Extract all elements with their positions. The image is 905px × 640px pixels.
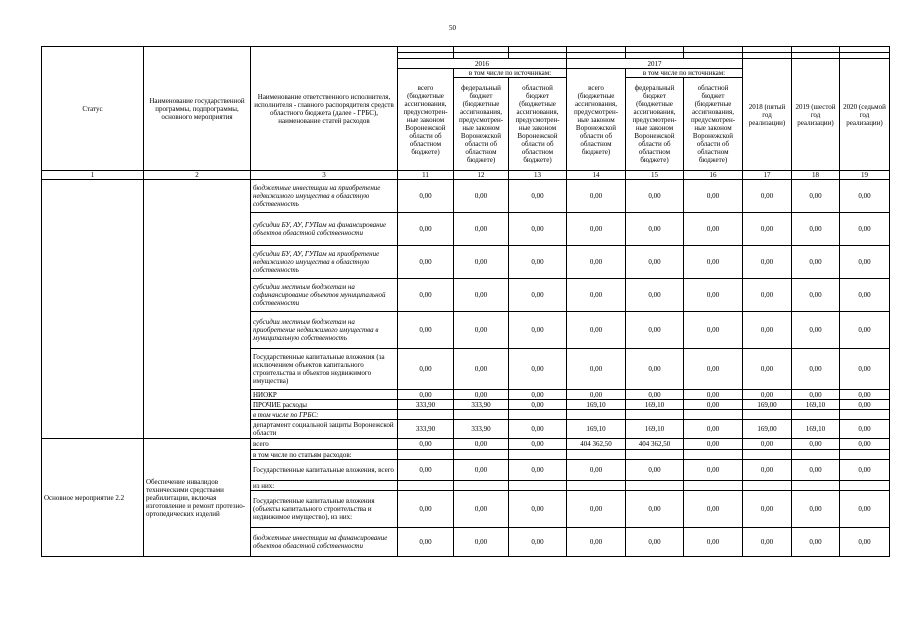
value-cell: 0,00 <box>792 349 840 390</box>
value-cell: 404 362,50 <box>626 439 684 450</box>
value-cell <box>509 481 567 491</box>
value-cell: 0,00 <box>626 312 684 349</box>
value-cell: 0,00 <box>509 180 567 213</box>
value-cell: 0,00 <box>398 279 454 312</box>
expense-label: субсидии БУ, АУ, ГУПам на финансирование объектов областной собственности <box>251 213 398 246</box>
value-cell: 0,00 <box>398 349 454 390</box>
value-cell: 0,00 <box>743 491 792 528</box>
value-cell: 0,00 <box>840 491 890 528</box>
value-cell <box>840 410 890 420</box>
status-cell <box>42 180 144 439</box>
column-number: 15 <box>626 171 684 180</box>
expense-label: в том числе по статьям расходов: <box>251 450 398 460</box>
value-cell: 0,00 <box>567 312 626 349</box>
program-name-cell <box>144 180 251 439</box>
value-cell: 0,00 <box>509 246 567 279</box>
expense-label: субсидии БУ, АУ, ГУПам на приобретение недвижимого имущества в областную собственность <box>251 246 398 279</box>
value-cell: 0,00 <box>454 491 509 528</box>
header-2020: 2020 (седьмой год реализации) <box>840 59 890 171</box>
value-cell: 0,00 <box>626 213 684 246</box>
value-cell: 0,00 <box>626 390 684 400</box>
value-cell: 333,90 <box>398 400 454 410</box>
value-cell <box>398 450 454 460</box>
value-cell: 0,00 <box>684 420 743 439</box>
value-cell: 0,00 <box>743 180 792 213</box>
value-cell: 0,00 <box>840 439 890 450</box>
value-cell <box>398 410 454 420</box>
page-number: 50 <box>449 24 456 32</box>
value-cell: 0,00 <box>626 528 684 557</box>
value-cell: 0,00 <box>743 460 792 481</box>
value-cell <box>454 450 509 460</box>
value-cell: 169,00 <box>743 400 792 410</box>
value-cell: 0,00 <box>684 279 743 312</box>
value-cell: 0,00 <box>509 390 567 400</box>
value-cell <box>567 481 626 491</box>
column-number: 11 <box>398 171 454 180</box>
value-cell: 0,00 <box>454 528 509 557</box>
value-cell: 0,00 <box>626 246 684 279</box>
value-cell: 333,90 <box>454 400 509 410</box>
value-cell: 0,00 <box>743 390 792 400</box>
value-cell <box>567 450 626 460</box>
expense-label: Государственные капитальные вложения (за исключением объектов капитального строительства и объектов недвижимого имущества) <box>251 349 398 390</box>
value-cell: 0,00 <box>684 213 743 246</box>
value-cell: 0,00 <box>567 279 626 312</box>
value-cell: 404 362,50 <box>567 439 626 450</box>
value-cell: 0,00 <box>792 460 840 481</box>
value-cell: 0,00 <box>454 213 509 246</box>
value-cell <box>840 450 890 460</box>
value-cell <box>626 450 684 460</box>
column-number: 14 <box>567 171 626 180</box>
table-row <box>42 439 890 450</box>
value-cell: 0,00 <box>840 180 890 213</box>
value-cell: 0,00 <box>840 213 890 246</box>
value-cell: 169,00 <box>743 420 792 439</box>
value-cell: 0,00 <box>792 246 840 279</box>
column-number: 18 <box>792 171 840 180</box>
expense-label: ПРОЧИЕ расходы <box>251 400 398 410</box>
value-cell: 0,00 <box>567 180 626 213</box>
value-cell: 0,00 <box>567 349 626 390</box>
value-cell: 0,00 <box>684 400 743 410</box>
value-cell: 0,00 <box>398 246 454 279</box>
header-regional-2016: областной бюджет (бюджетные ассигнования, предусмотрен-ные законом Воронежской области об областном бюджете) <box>509 78 567 171</box>
value-cell <box>792 450 840 460</box>
expense-label: субсидии местным бюджетам на софинансирование объектов муниципальной собственности <box>251 279 398 312</box>
value-cell <box>398 481 454 491</box>
column-number: 1 <box>42 171 144 180</box>
value-cell: 0,00 <box>792 213 840 246</box>
value-cell <box>684 410 743 420</box>
value-cell <box>509 450 567 460</box>
value-cell: 0,00 <box>840 528 890 557</box>
value-cell: 0,00 <box>509 420 567 439</box>
column-number-row <box>42 171 890 180</box>
value-cell: 169,10 <box>626 420 684 439</box>
value-cell: 0,00 <box>743 213 792 246</box>
value-cell: 0,00 <box>454 180 509 213</box>
header-executor: Наименование ответственного исполнителя, исполнителя - главного распорядителя средств областного бюджета (далее - ГРБС), наименование статей расходов <box>251 47 398 171</box>
value-cell: 0,00 <box>743 312 792 349</box>
value-cell <box>792 481 840 491</box>
value-cell <box>454 481 509 491</box>
value-cell: 0,00 <box>398 312 454 349</box>
column-number: 19 <box>840 171 890 180</box>
expense-label: всего <box>251 439 398 450</box>
value-cell: 0,00 <box>567 491 626 528</box>
value-cell <box>840 481 890 491</box>
value-cell: 0,00 <box>684 439 743 450</box>
value-cell: 0,00 <box>626 349 684 390</box>
value-cell: 0,00 <box>509 400 567 410</box>
header-2018: 2018 (пятый год реализации) <box>743 59 792 171</box>
header-regional-2017: областной бюджет (бюджетные ассигнования, предусмотрен-ные законом Воронежской области об областном бюджете) <box>684 78 743 171</box>
value-cell: 0,00 <box>398 491 454 528</box>
value-cell: 0,00 <box>398 213 454 246</box>
column-number: 17 <box>743 171 792 180</box>
value-cell: 169,10 <box>792 420 840 439</box>
value-cell: 0,00 <box>567 390 626 400</box>
header-total-2017: всего (бюджетные ассигнования, предусмотрен-ные законом Воронежской области об областном бюджете) <box>567 69 626 171</box>
value-cell: 333,90 <box>398 420 454 439</box>
header-total-2016: всего (бюджетные ассигнования, предусмотрен-ные законом Воронежской области об областном бюджете) <box>398 69 454 171</box>
header-federal-2017: федеральный бюджет (бюджетные ассигнования, предусмотрен-ные законом Воронежской области об областном бюджете) <box>626 78 684 171</box>
header-federal-2016: федеральный бюджет (бюджетные ассигнования, предусмотрен-ные законом Воронежской области об областном бюджете) <box>454 78 509 171</box>
value-cell: 0,00 <box>454 279 509 312</box>
header-program-name: Наименование государственной программы, подпрограммы, основного мероприятия <box>144 47 251 171</box>
value-cell <box>743 481 792 491</box>
value-cell: 0,00 <box>509 439 567 450</box>
value-cell: 0,00 <box>840 400 890 410</box>
value-cell: 0,00 <box>840 420 890 439</box>
value-cell: 0,00 <box>684 349 743 390</box>
value-cell: 0,00 <box>792 528 840 557</box>
value-cell: 0,00 <box>454 460 509 481</box>
value-cell: 0,00 <box>743 349 792 390</box>
value-cell <box>743 450 792 460</box>
value-cell <box>743 410 792 420</box>
status-cell: Основное мероприятие 2.2 <box>42 439 144 557</box>
value-cell <box>567 410 626 420</box>
value-cell: 0,00 <box>840 390 890 400</box>
value-cell: 0,00 <box>509 349 567 390</box>
value-cell <box>509 410 567 420</box>
value-cell: 0,00 <box>626 279 684 312</box>
value-cell: 0,00 <box>743 528 792 557</box>
expense-label: из них: <box>251 481 398 491</box>
value-cell: 333,90 <box>454 420 509 439</box>
value-cell: 0,00 <box>743 279 792 312</box>
value-cell: 0,00 <box>684 528 743 557</box>
value-cell: 169,10 <box>626 400 684 410</box>
value-cell: 0,00 <box>743 246 792 279</box>
value-cell <box>684 481 743 491</box>
expense-label: Государственные капитальные вложения, всего <box>251 460 398 481</box>
expense-label: в том числе по ГРБС: <box>251 410 398 420</box>
value-cell: 0,00 <box>626 180 684 213</box>
value-cell: 0,00 <box>840 246 890 279</box>
value-cell: 0,00 <box>684 460 743 481</box>
value-cell: 0,00 <box>684 246 743 279</box>
column-number: 2 <box>144 171 251 180</box>
table-row <box>42 180 890 213</box>
program-name-cell: Обеспечение инвалидов техническими средствами реабилитации, включая изготовление и ремонт протезно-ортопедических изделий <box>144 439 251 557</box>
value-cell <box>454 410 509 420</box>
expense-label: бюджетные инвестиции на приобретение недвижимого имущества в областную собственность <box>251 180 398 213</box>
value-cell: 0,00 <box>398 528 454 557</box>
value-cell: 0,00 <box>792 439 840 450</box>
value-cell: 0,00 <box>454 349 509 390</box>
value-cell <box>792 410 840 420</box>
value-cell: 0,00 <box>792 180 840 213</box>
value-cell: 0,00 <box>684 312 743 349</box>
value-cell: 0,00 <box>840 279 890 312</box>
value-cell <box>626 410 684 420</box>
header-sources-2016: в том числе по источникам: <box>454 69 567 78</box>
value-cell: 0,00 <box>626 460 684 481</box>
value-cell: 0,00 <box>684 180 743 213</box>
value-cell: 0,00 <box>743 439 792 450</box>
column-number: 12 <box>454 171 509 180</box>
value-cell <box>684 450 743 460</box>
expense-label: субсидии местным бюджетам на приобретение недвижимого имущества в муниципальную собственность <box>251 312 398 349</box>
value-cell: 0,00 <box>454 246 509 279</box>
value-cell: 0,00 <box>398 390 454 400</box>
value-cell: 0,00 <box>454 390 509 400</box>
value-cell: 0,00 <box>509 491 567 528</box>
value-cell: 0,00 <box>454 439 509 450</box>
value-cell: 0,00 <box>792 279 840 312</box>
value-cell <box>626 481 684 491</box>
budget-table <box>41 46 890 557</box>
column-number: 3 <box>251 171 398 180</box>
value-cell: 0,00 <box>840 312 890 349</box>
value-cell: 0,00 <box>567 528 626 557</box>
expense-label: НИОКР <box>251 390 398 400</box>
header-sources-2017: в том числе по источникам: <box>626 69 743 78</box>
value-cell: 0,00 <box>567 213 626 246</box>
value-cell: 0,00 <box>509 213 567 246</box>
header-year-2017: 2017 <box>567 59 743 69</box>
value-cell: 0,00 <box>509 528 567 557</box>
header-2019: 2019 (шестой год реализации) <box>792 59 840 171</box>
value-cell: 0,00 <box>840 460 890 481</box>
value-cell: 0,00 <box>509 279 567 312</box>
column-number: 16 <box>684 171 743 180</box>
value-cell: 0,00 <box>792 491 840 528</box>
expense-label: департамент социальной защиты Воронежской области <box>251 420 398 439</box>
value-cell: 169,10 <box>567 420 626 439</box>
header-status: Статус <box>42 47 144 171</box>
value-cell: 0,00 <box>626 491 684 528</box>
value-cell: 0,00 <box>792 390 840 400</box>
value-cell: 0,00 <box>509 312 567 349</box>
value-cell: 169,10 <box>792 400 840 410</box>
value-cell: 0,00 <box>567 460 626 481</box>
value-cell: 0,00 <box>454 312 509 349</box>
value-cell: 0,00 <box>684 491 743 528</box>
column-number: 13 <box>509 171 567 180</box>
value-cell: 0,00 <box>398 460 454 481</box>
value-cell: 0,00 <box>684 390 743 400</box>
value-cell: 0,00 <box>509 460 567 481</box>
expense-label: бюджетные инвестиции на финансирование объектов областной собственности <box>251 528 398 557</box>
value-cell: 0,00 <box>567 246 626 279</box>
value-cell: 0,00 <box>398 439 454 450</box>
value-cell: 0,00 <box>840 349 890 390</box>
header-year-2016: 2016 <box>398 59 567 69</box>
value-cell: 169,10 <box>567 400 626 410</box>
value-cell: 0,00 <box>398 180 454 213</box>
value-cell: 0,00 <box>792 312 840 349</box>
expense-label: Государственные капитальные вложения (объекты капитального строительства и недвижимое имущество), из них: <box>251 491 398 528</box>
